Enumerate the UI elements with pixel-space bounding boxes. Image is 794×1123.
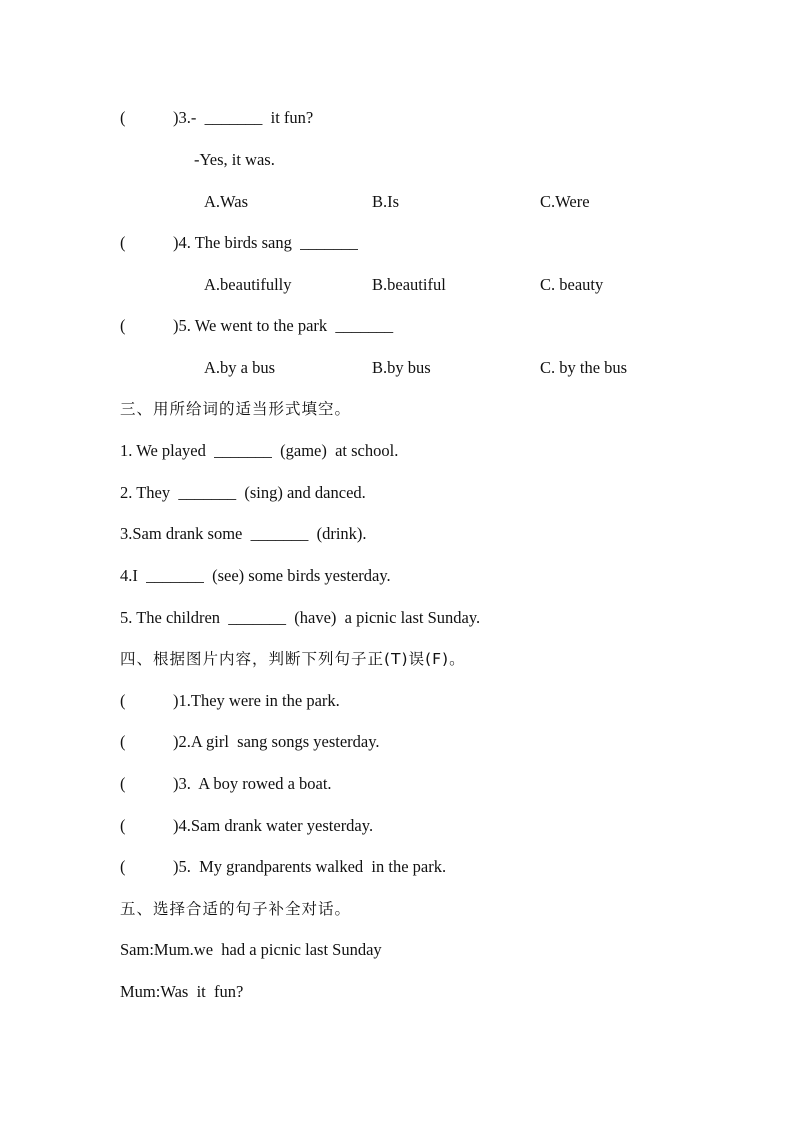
sec4-item-3-bracket: ( [120,774,126,793]
sec4-item-1-bracket: ( [120,691,126,710]
sec4-item-2: )2.A girl sang songs yesterday. [173,732,380,751]
sec4-item-1: )1.They were in the park. [173,691,340,710]
q3-option-b[interactable]: B.Is [372,192,400,211]
section5-heading: 五、选择合适的句子补全对话。 [120,900,352,918]
q3-bracket: ( [120,108,126,127]
q5-stem: )5. We went to the park _______ [173,316,394,335]
sec3-item-3: 3.Sam drank some _______ (drink). [120,524,367,543]
sec3-item-5: 5. The children _______ (have) a picnic last Sunday. [120,608,481,627]
q3-option-c[interactable]: C.Were [540,192,590,211]
q5-bracket: ( [120,316,126,335]
q4-option-a[interactable]: A.beautifully [204,275,292,294]
sec3-item-2: 2. They _______ (sing) and danced. [120,483,366,502]
sec3-item-1: 1. We played _______ (game) at school. [120,441,399,460]
section4-heading: 四、根据图片内容，判断下列句子正(T)误(F)。 [120,650,466,668]
section3-heading: 三、用所给词的适当形式填空。 [120,400,352,418]
q4-stem: )4. The birds sang _______ [173,233,358,252]
sec4-item-4-bracket: ( [120,816,126,835]
dialogue-line-1: Sam:Mum.we had a picnic last Sunday [120,940,382,959]
q5-option-a[interactable]: A.by a bus [204,358,276,377]
q3-option-a[interactable]: A.Was [204,192,249,211]
q4-option-b[interactable]: B.beautiful [372,275,446,294]
sec3-item-4: 4.I _______ (see) some birds yesterday. [120,566,391,585]
q5-option-b[interactable]: B.by bus [372,358,431,377]
sec4-item-5-bracket: ( [120,857,126,876]
sec4-item-2-bracket: ( [120,732,126,751]
q4-bracket: ( [120,233,126,252]
q3-reply: -Yes, it was. [194,150,275,169]
q3-stem: )3.- _______ it fun? [173,108,314,127]
dialogue-line-2: Mum:Was it fun? [120,982,244,1001]
q5-option-c[interactable]: C. by the bus [540,358,628,377]
sec4-item-4: )4.Sam drank water yesterday. [173,816,374,835]
q4-option-c[interactable]: C. beauty [540,275,604,294]
sec4-item-5: )5. My grandparents walked in the park. [173,857,447,876]
sec4-item-3: )3. A boy rowed a boat. [173,774,332,793]
